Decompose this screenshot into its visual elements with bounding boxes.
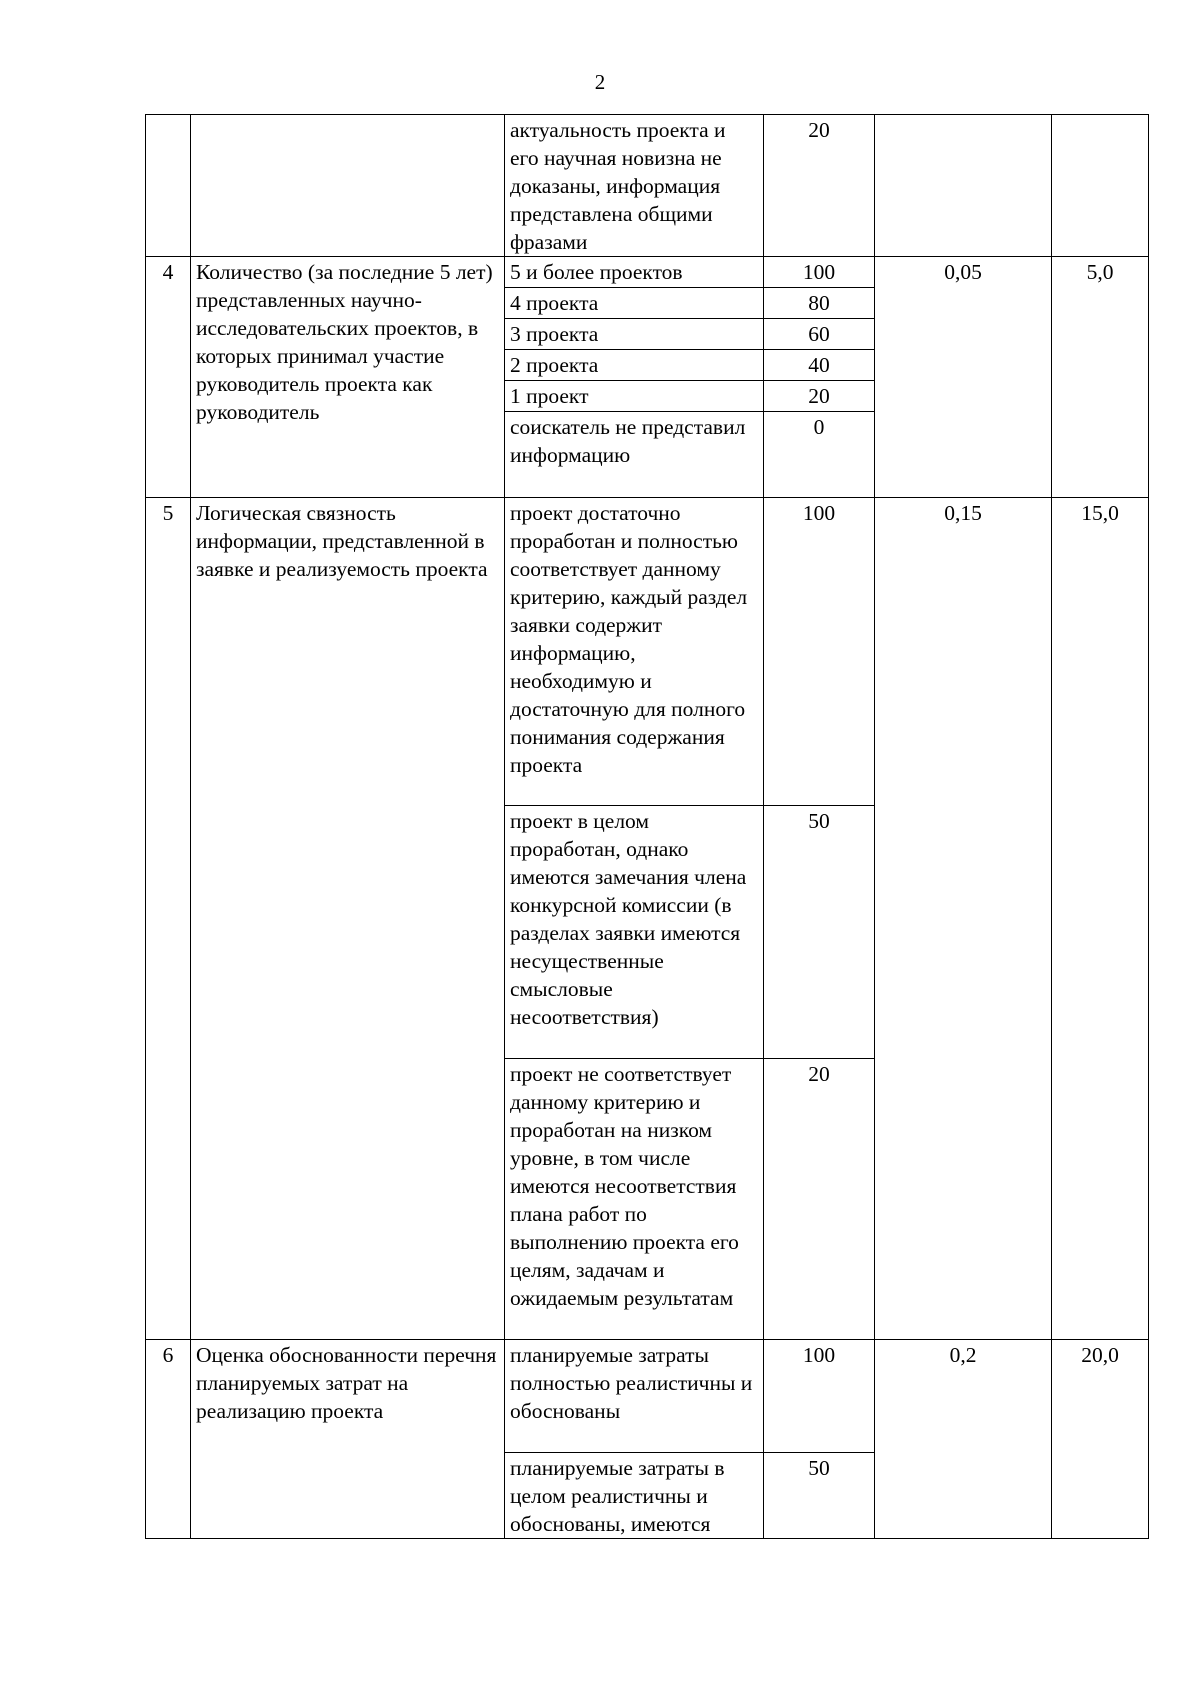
option-score-cell: 80 bbox=[764, 288, 875, 319]
option-score-cell: 20 bbox=[764, 115, 875, 257]
max-score-cell: 15,0 bbox=[1052, 498, 1149, 1340]
option-description-cell: проект не соответствует данному критерию и проработан на низком уровне, в том числе имеются несоответствия плана работ по выполнению проекта его целям, задачам и ожидаемым результатам bbox=[505, 1059, 764, 1340]
table-row bbox=[146, 498, 1149, 806]
option-score-cell: 0 bbox=[764, 412, 875, 498]
criterion-name-cell: Количество (за последние 5 лет) представленных научно-исследовательских проектов, в которых принимал участие руководитель проекта как руководитель bbox=[191, 257, 505, 498]
table-row bbox=[146, 1340, 1149, 1453]
table-row bbox=[146, 257, 1149, 288]
option-description-cell: проект достаточно проработан и полностью соответствует данному критерию, каждый раздел заявки содержит информацию, необходимую и достаточную для полного понимания содержания проекта bbox=[505, 498, 764, 806]
option-score-cell: 60 bbox=[764, 319, 875, 350]
weight-cell: 0,05 bbox=[875, 257, 1052, 498]
option-score-cell: 50 bbox=[764, 1453, 875, 1539]
criterion-name-cell bbox=[191, 115, 505, 257]
option-description-cell: 4 проекта bbox=[505, 288, 764, 319]
weight-cell: 0,2 bbox=[875, 1340, 1052, 1539]
option-description-cell: планируемые затраты полностью реалистичны и обоснованы bbox=[505, 1340, 764, 1453]
option-description-cell: проект в целом проработан, однако имеются замечания члена конкурсной комиссии (в разделах заявки имеются несущественные смысловые несоответствия) bbox=[505, 806, 764, 1059]
option-description-cell: 3 проекта bbox=[505, 319, 764, 350]
option-description-cell: 2 проекта bbox=[505, 350, 764, 381]
option-score-cell: 100 bbox=[764, 498, 875, 806]
criterion-number-cell: 6 bbox=[146, 1340, 191, 1539]
option-description-cell: планируемые затраты в целом реалистичны и обоснованы, имеются bbox=[505, 1453, 764, 1539]
option-description-cell: актуальность проекта и его научная новизна не доказаны, информация представлена общими фразами bbox=[505, 115, 764, 257]
criterion-number-cell: 5 bbox=[146, 498, 191, 1340]
max-score-cell: 20,0 bbox=[1052, 1340, 1149, 1539]
weight-cell: 0,15 bbox=[875, 498, 1052, 1340]
max-score-cell: 5,0 bbox=[1052, 257, 1149, 498]
option-score-cell: 40 bbox=[764, 350, 875, 381]
max-score-cell bbox=[1052, 115, 1149, 257]
option-description-cell: соискатель не представил информацию bbox=[505, 412, 764, 498]
option-score-cell: 20 bbox=[764, 381, 875, 412]
option-score-cell: 100 bbox=[764, 257, 875, 288]
option-score-cell: 100 bbox=[764, 1340, 875, 1453]
option-description-cell: 1 проект bbox=[505, 381, 764, 412]
table-row bbox=[146, 115, 1149, 257]
option-score-cell: 20 bbox=[764, 1059, 875, 1340]
page-number: 2 bbox=[594, 70, 606, 94]
weight-cell bbox=[875, 115, 1052, 257]
criterion-name-cell: Логическая связность информации, представленной в заявке и реализуемость проекта bbox=[191, 498, 505, 1340]
criterion-number-cell bbox=[146, 115, 191, 257]
option-description-cell: 5 и более проектов bbox=[505, 257, 764, 288]
option-score-cell: 50 bbox=[764, 806, 875, 1059]
criteria-table bbox=[145, 114, 1149, 1539]
criterion-number-cell: 4 bbox=[146, 257, 191, 498]
criterion-name-cell: Оценка обоснованности перечня планируемых затрат на реализацию проекта bbox=[191, 1340, 505, 1539]
